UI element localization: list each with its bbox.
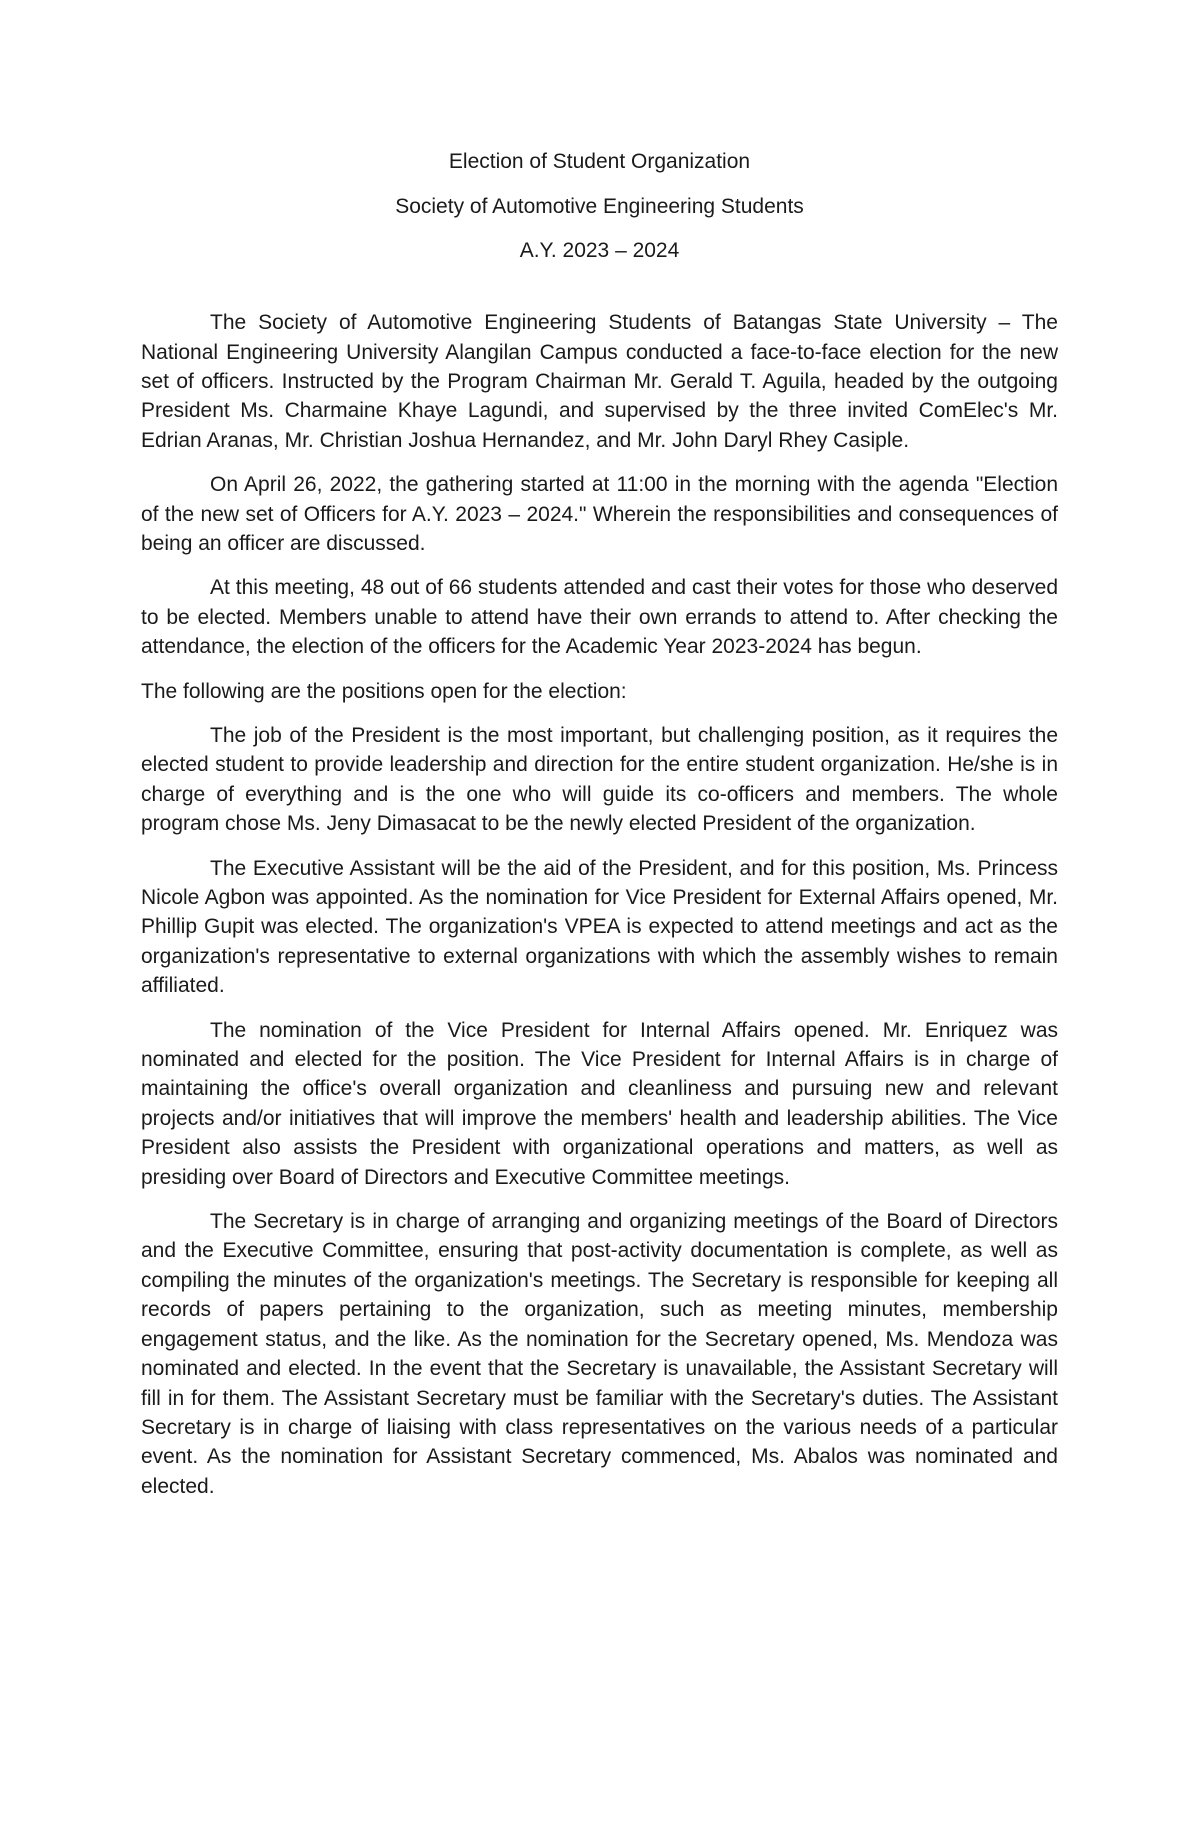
organization-name: Society of Automotive Engineering Students (395, 194, 804, 218)
paragraph-executive-assistant: The Executive Assistant will be the aid of the President, and for this position, Ms. Princess Nicole Agbon was appointed. As the nomination for Vice President for External Affairs opened, Mr. Phillip Gupit was elected. The organization's VPEA is expected to attend meetings and act as the organization's representative to external organizations with which the assembly wishes to remain affiliated. (141, 856, 1058, 998)
paragraph-meeting-date: On April 26, 2022, the gathering started at 11:00 in the morning with the agenda "Election of the new set of Officers for A.Y. 2023 – 2024." Wherein the responsibilities and consequences of being an officer are discussed. (141, 473, 1058, 555)
heading-spacer (141, 274, 1058, 308)
paragraph-secretary: The Secretary is in charge of arranging and organizing meetings of the Board of Directors and the Executive Committee, ensuring that post-activity documentation is complete, as well as compiling the minutes of the organization's meetings. The Secretary is responsible for keeping all records of papers pertaining to the organization, such as meeting minutes, membership engagement status, and the like. As the nomination for the Secretary opened, Ms. Mendoza was nominated and elected. In the event that the Secretary is unavailable, the Assistant Secretary will fill in for them. The Assistant Secretary must be familiar with the Secretary's duties. The Assistant Secretary is in charge of liaising with class representatives on the various needs of a particular event. As the nomination for Assistant Secretary commenced, Ms. Abalos was nominated and elected. (141, 1210, 1058, 1498)
document-title: Election of Student Organization (448, 150, 751, 173)
paragraph-positions-intro: The following are the positions open for the election: (141, 679, 627, 703)
paragraph-introduction: The Society of Automotive Engineering Students of Batangas State University – The National Engineering University Alangilan Campus conducted a face-to-face election for the new set of officers. Instructed by the Program Chairman Mr. Gerald T. Aguila, headed by the outgoing President Ms. Charmaine Khaye Lagundi, and supervised by the three invited ComElec's Mr. Edrian Aranas, Mr. Christian Joshua Hernandez, and Mr. John Daryl Rhey Casiple. (141, 311, 1058, 452)
paragraph-vp-internal: The nomination of the Vice President for Internal Affairs opened. Mr. Enriquez was nominated and elected for the position. The Vice President for Internal Affairs is in charge of maintaining the office's overall organization and cleanliness and pursuing new and relevant projects and/or initiatives that will improve the members' health and leadership abilities. The Vice President also assists the President with organizational operations and matters, as well as presiding over Board of Directors and Executive Committee meetings. (141, 1018, 1058, 1189)
paragraph-president: The job of the President is the most important, but challenging position, as it requires the elected student to provide leadership and direction for the entire student organization. He/she is in charge of everything and is the one who will guide its co-officers and members. The whole program chose Ms. Jeny Dimasacat to be the newly elected President of the organization. (141, 723, 1058, 836)
document-body (141, 140, 1058, 1516)
academic-year: A.Y. 2023 – 2024 (519, 239, 680, 263)
paragraph-attendance: At this meeting, 48 out of 66 students attended and cast their votes for those who deserved to be elected. Members unable to attend have their own errands to attend to. After checking the attendance, the election of the officers for the Academic Year 2023-2024 has begun. (141, 576, 1058, 659)
